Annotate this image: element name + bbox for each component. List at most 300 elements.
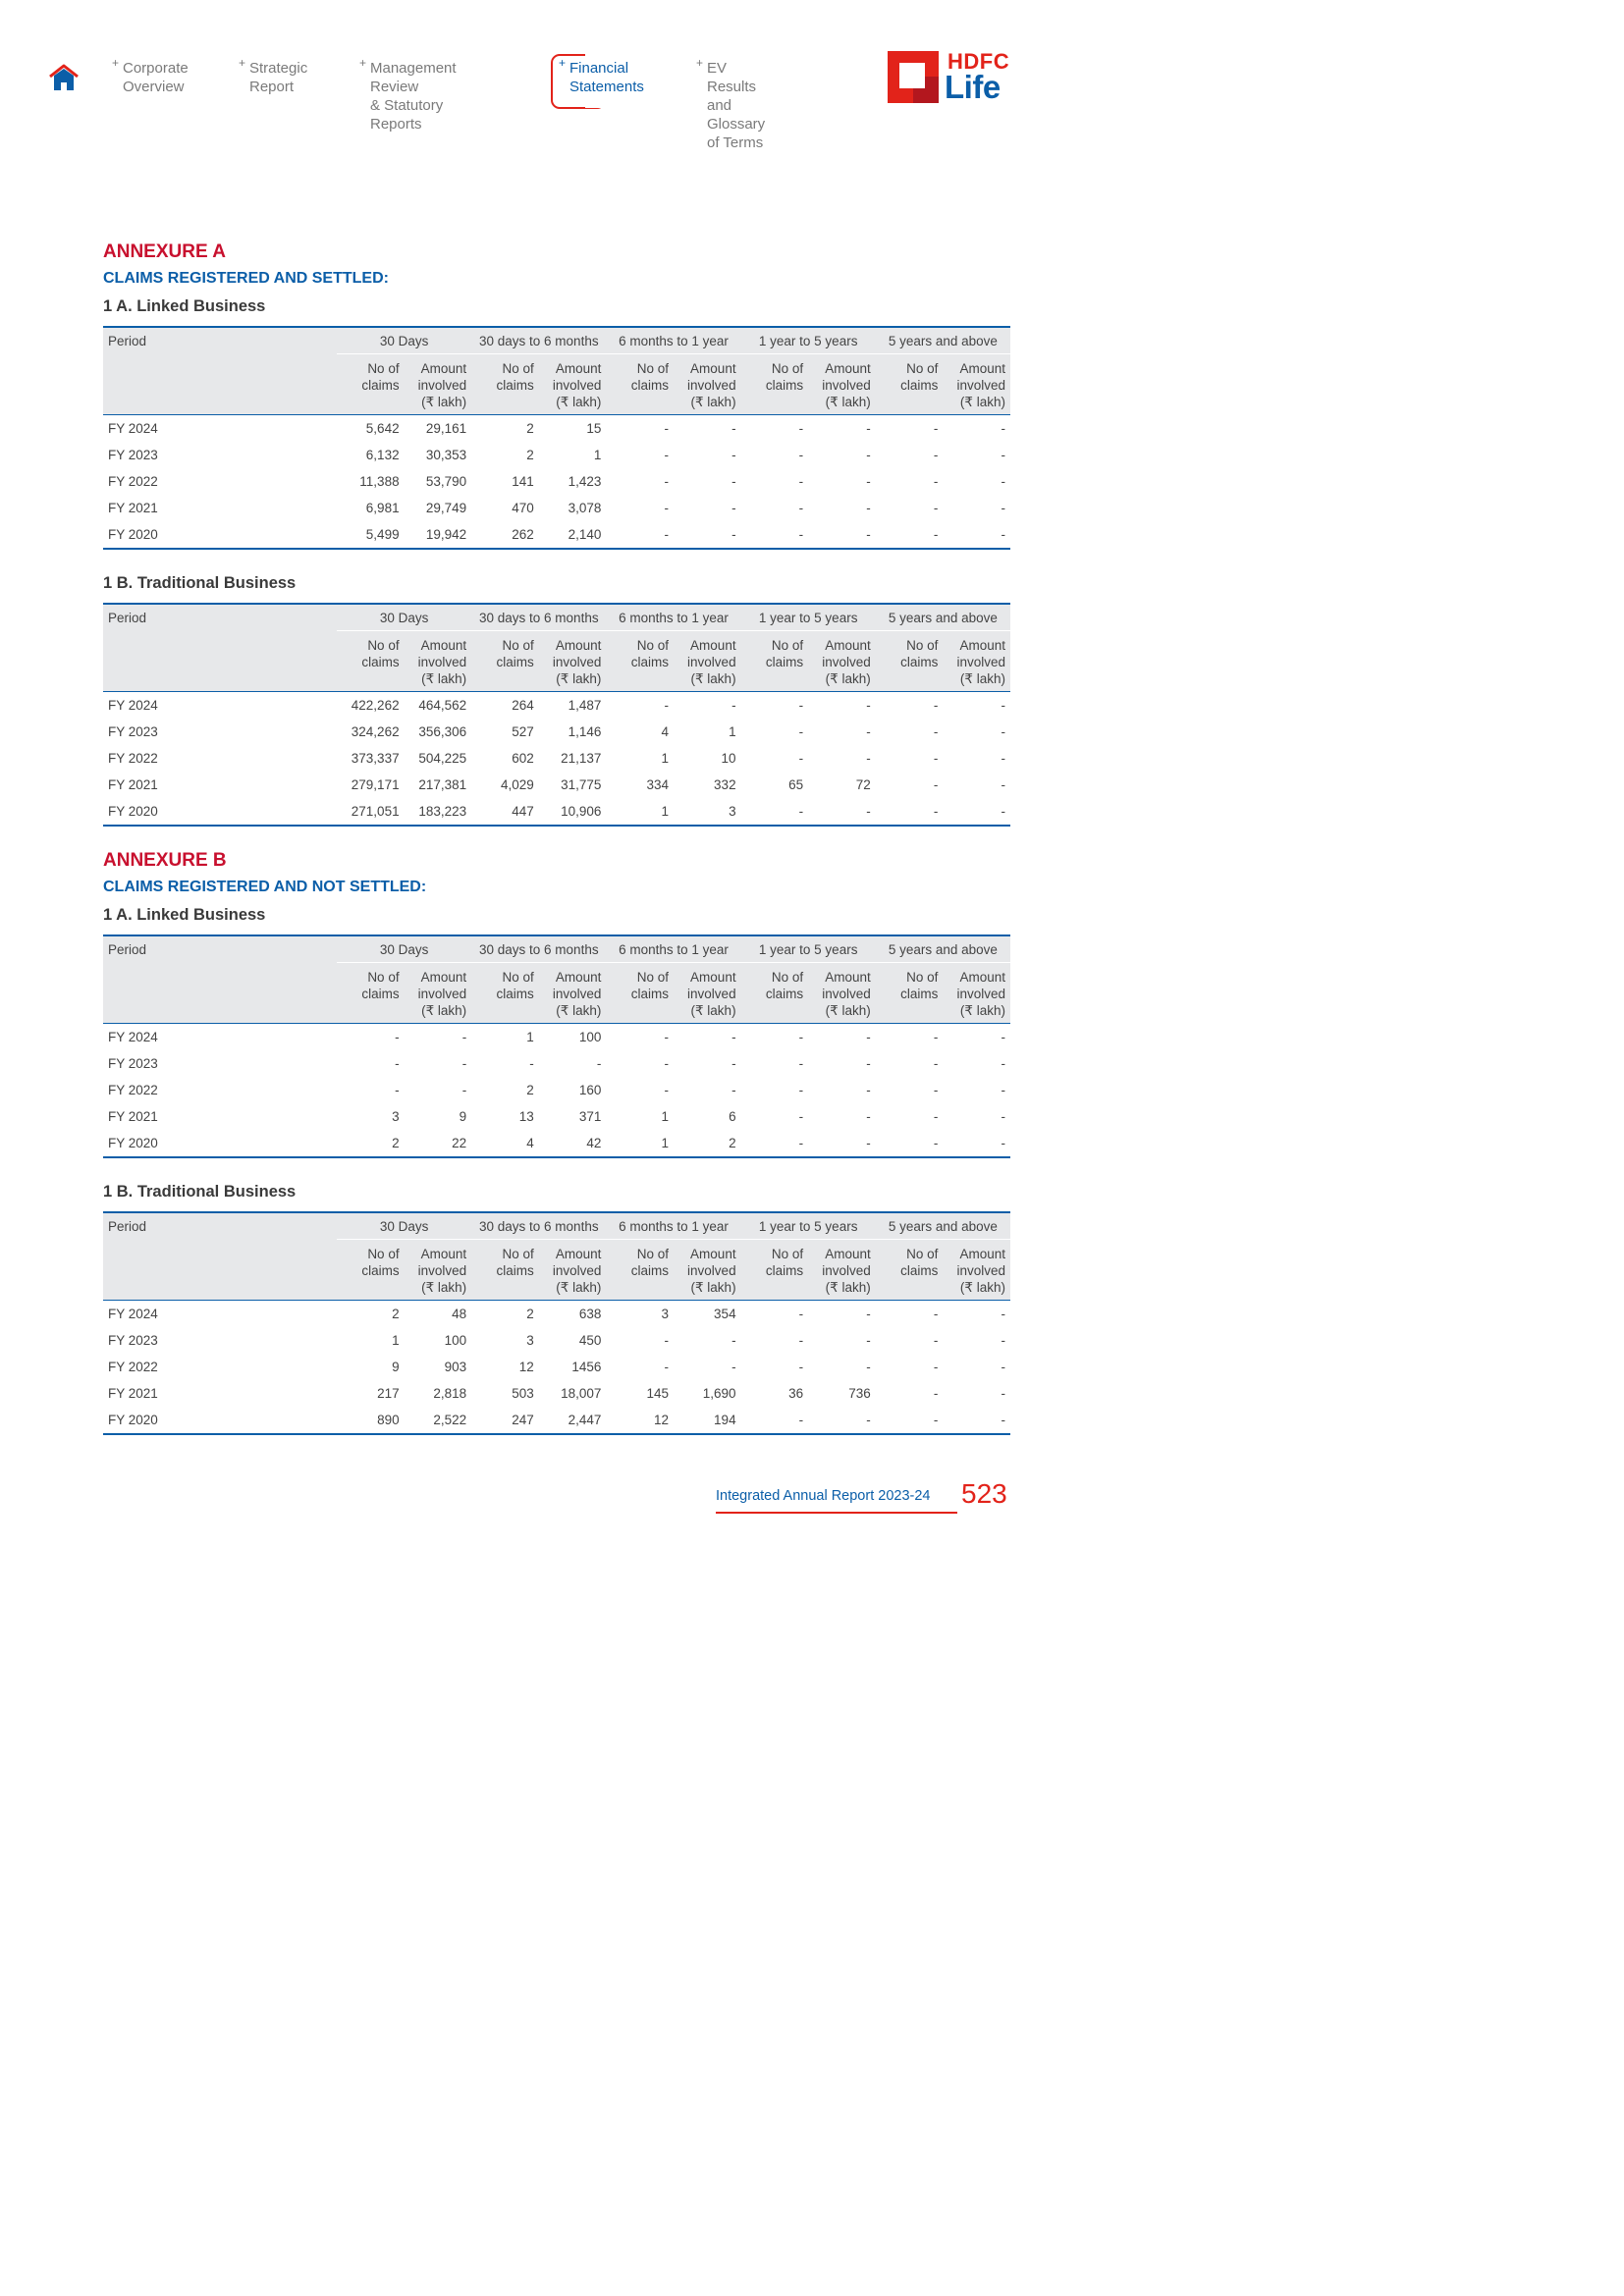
value-cell: - <box>933 698 939 713</box>
value-cell: 1456 <box>571 1360 602 1374</box>
period-cell: FY 2024 <box>108 698 158 713</box>
value-cell: - <box>933 1109 939 1124</box>
value-cell: 217,381 <box>418 777 467 792</box>
value-cell: 2 <box>674 1130 741 1157</box>
value-cell: - <box>731 421 736 436</box>
value-cell: 2,818 <box>433 1386 467 1401</box>
value-cell: 1 <box>661 1109 669 1124</box>
value-cell: - <box>808 521 876 549</box>
value-cell: 354 <box>714 1307 736 1321</box>
header-row-groups <box>103 604 1010 631</box>
value-cell: - <box>943 1130 1010 1157</box>
group-header: 30 Days <box>337 1212 471 1240</box>
value-cell: - <box>461 1030 467 1044</box>
nav-item-financial-statements[interactable] <box>559 56 644 96</box>
value-cell: - <box>808 1407 876 1434</box>
no-of-claims-header: No of claims <box>606 1240 674 1301</box>
value-cell: - <box>798 474 804 489</box>
group-header: 5 years and above <box>876 604 1010 631</box>
value-cell: - <box>798 501 804 515</box>
value-cell: 145 <box>646 1386 669 1401</box>
value-cell: - <box>741 521 809 549</box>
value-cell: - <box>876 521 944 549</box>
value-cell: - <box>1001 1030 1005 1044</box>
period-cell: FY 2020 <box>103 1130 337 1157</box>
value-cell: - <box>664 421 669 436</box>
group-header: 30 Days <box>337 327 471 354</box>
nav-label: Statements <box>569 79 644 95</box>
value-cell: - <box>866 698 871 713</box>
no-of-claims-header: No of claims <box>876 963 944 1024</box>
value-cell: - <box>461 1056 467 1071</box>
table-row <box>103 692 1010 720</box>
group-header: 30 days to 6 months <box>471 327 606 354</box>
nav-label: Corporate <box>123 60 189 77</box>
logo-text-hdfc: HDFC <box>947 49 1010 74</box>
value-cell: - <box>731 1083 736 1097</box>
group-header: 30 days to 6 months <box>471 604 606 631</box>
value-cell: 12 <box>518 1360 534 1374</box>
value-cell: 21,137 <box>561 751 602 766</box>
value-cell: - <box>664 448 669 462</box>
nav-item-ev-results[interactable] <box>696 56 766 152</box>
group-header: 1 year to 5 years <box>741 1212 876 1240</box>
table-row <box>103 415 1010 443</box>
period-cell: FY 2022 <box>108 1083 158 1097</box>
period-cell: FY 2022 <box>108 1360 158 1374</box>
amount-involved-header: Amount involved (₹ lakh) <box>539 1240 607 1301</box>
value-cell: 736 <box>848 1386 871 1401</box>
value-cell: - <box>395 1083 400 1097</box>
value-cell: 160 <box>578 1083 602 1097</box>
period-cell: FY 2021 <box>108 1109 158 1124</box>
table-row <box>103 468 1010 495</box>
table-row <box>103 1050 1010 1077</box>
value-cell: - <box>866 1030 871 1044</box>
value-cell: - <box>933 1333 939 1348</box>
value-cell: - <box>866 751 871 766</box>
group-header: 6 months to 1 year <box>606 1212 740 1240</box>
value-cell: 3 <box>661 1307 669 1321</box>
value-cell: 18,007 <box>561 1386 602 1401</box>
group-header: 6 months to 1 year <box>606 604 740 631</box>
table-row <box>103 1327 1010 1354</box>
claims-table <box>103 934 1010 1158</box>
value-cell: - <box>741 1407 809 1434</box>
period-cell: FY 2021 <box>108 777 158 792</box>
value-cell: 602 <box>512 751 534 766</box>
table-row <box>103 442 1010 468</box>
value-cell: - <box>866 1360 871 1374</box>
value-cell: 53,790 <box>425 474 467 489</box>
value-cell: - <box>798 751 804 766</box>
no-of-claims-header: No of claims <box>337 354 405 415</box>
value-cell: 504,225 <box>418 751 467 766</box>
no-of-claims-header: No of claims <box>876 354 944 415</box>
period-cell: FY 2023 <box>108 724 158 739</box>
value-cell: - <box>1001 1083 1005 1097</box>
value-cell: 264 <box>512 698 534 713</box>
section-heading: 1 B. Traditional Business <box>103 1183 297 1201</box>
value-cell: 447 <box>471 798 539 826</box>
value-cell: - <box>798 1083 804 1097</box>
value-cell: 65 <box>788 777 804 792</box>
value-cell: 2 <box>526 448 534 462</box>
amount-involved-header: Amount involved (₹ lakh) <box>943 963 1010 1024</box>
value-cell: - <box>664 1030 669 1044</box>
no-of-claims-header: No of claims <box>876 631 944 692</box>
header-row-columns <box>103 963 1010 1024</box>
value-cell: - <box>1001 751 1005 766</box>
value-cell: 371 <box>578 1109 602 1124</box>
amount-involved-header: Amount involved (₹ lakh) <box>539 963 607 1024</box>
value-cell: 29,749 <box>425 501 467 515</box>
value-cell: - <box>866 501 871 515</box>
table-row <box>103 1024 1010 1051</box>
amount-involved-header: Amount involved (₹ lakh) <box>943 631 1010 692</box>
table-row <box>103 772 1010 798</box>
value-cell: 1,690 <box>702 1386 736 1401</box>
value-cell: 36 <box>788 1386 804 1401</box>
value-cell: 373,337 <box>351 751 400 766</box>
value-cell: - <box>943 1407 1010 1434</box>
logo-square <box>899 63 925 88</box>
value-cell: 100 <box>444 1333 467 1348</box>
value-cell: 194 <box>674 1407 741 1434</box>
value-cell: - <box>866 1307 871 1321</box>
value-cell: - <box>664 1083 669 1097</box>
group-header: 30 Days <box>337 604 471 631</box>
hdfc-life-logo[interactable] <box>888 51 1011 106</box>
claims-table <box>103 1211 1010 1435</box>
value-cell: 72 <box>855 777 871 792</box>
value-cell: 4 <box>661 724 669 739</box>
amount-involved-header: Amount involved (₹ lakh) <box>405 963 472 1024</box>
period-cell: FY 2021 <box>108 501 158 515</box>
value-cell: - <box>933 474 939 489</box>
value-cell: 217 <box>377 1386 400 1401</box>
amount-involved-header: Amount involved (₹ lakh) <box>674 354 741 415</box>
value-cell: - <box>876 1407 944 1434</box>
value-cell: - <box>933 1030 939 1044</box>
value-cell: 3 <box>526 1333 534 1348</box>
value-cell: - <box>1001 724 1005 739</box>
value-cell: 4 <box>471 1130 539 1157</box>
value-cell: 6,132 <box>365 448 400 462</box>
value-cell: - <box>664 698 669 713</box>
value-cell: - <box>664 474 669 489</box>
no-of-claims-header: No of claims <box>606 963 674 1024</box>
value-cell: - <box>664 1360 669 1374</box>
value-cell: - <box>1001 501 1005 515</box>
value-cell: - <box>933 501 939 515</box>
home-icon[interactable] <box>47 63 81 92</box>
value-cell: 100 <box>578 1030 602 1044</box>
value-cell: 1 <box>606 1130 674 1157</box>
nav-label: Report <box>249 79 295 95</box>
plus-icon: + <box>559 56 567 70</box>
value-cell: 2,522 <box>405 1407 472 1434</box>
no-of-claims-header: No of claims <box>471 963 539 1024</box>
value-cell: - <box>933 448 939 462</box>
header-row-groups <box>103 935 1010 963</box>
group-header: 30 days to 6 months <box>471 935 606 963</box>
value-cell: - <box>798 1109 804 1124</box>
header-row-columns <box>103 1240 1010 1301</box>
period-header: Period <box>103 327 337 354</box>
amount-involved-header: Amount involved (₹ lakh) <box>674 631 741 692</box>
value-cell: 19,942 <box>405 521 472 549</box>
value-cell: - <box>1001 1333 1005 1348</box>
value-cell: - <box>1001 421 1005 436</box>
value-cell: 271,051 <box>337 798 405 826</box>
table-row <box>103 798 1010 826</box>
value-cell: - <box>808 1130 876 1157</box>
value-cell: 6 <box>729 1109 736 1124</box>
period-header: Period <box>103 935 337 963</box>
group-header: 1 year to 5 years <box>741 604 876 631</box>
nav-label: Glossary of Terms <box>707 116 766 151</box>
blank-header-cell <box>103 631 337 692</box>
period-cell: FY 2023 <box>108 1056 158 1071</box>
period-cell: FY 2022 <box>108 474 158 489</box>
group-header: 5 years and above <box>876 935 1010 963</box>
nav-label: & Statutory Reports <box>370 97 444 133</box>
table-row <box>103 1301 1010 1328</box>
no-of-claims-header: No of claims <box>471 354 539 415</box>
group-header: 6 months to 1 year <box>606 935 740 963</box>
nav-label: Strategic <box>249 60 308 77</box>
value-cell: - <box>808 798 876 826</box>
value-cell: 1 <box>606 798 674 826</box>
table-row <box>103 1130 1010 1157</box>
value-cell: 324,262 <box>351 724 400 739</box>
value-cell: - <box>741 1130 809 1157</box>
value-cell: 141 <box>512 474 534 489</box>
value-cell: 450 <box>578 1333 602 1348</box>
period-header: Period <box>103 604 337 631</box>
amount-involved-header: Amount involved (₹ lakh) <box>674 963 741 1024</box>
value-cell: 10 <box>721 751 736 766</box>
value-cell: - <box>529 1056 534 1071</box>
value-cell: 2 <box>526 1083 534 1097</box>
value-cell: 422,262 <box>351 698 400 713</box>
plus-icon: + <box>359 56 367 70</box>
value-cell: 262 <box>471 521 539 549</box>
header-row-columns <box>103 354 1010 415</box>
value-cell: - <box>866 1109 871 1124</box>
value-cell: - <box>731 1333 736 1348</box>
nav-label: Financial <box>569 60 629 77</box>
amount-involved-header: Amount involved (₹ lakh) <box>539 631 607 692</box>
amount-involved-header: Amount involved (₹ lakh) <box>943 354 1010 415</box>
table-row <box>103 1407 1010 1434</box>
value-cell: - <box>866 724 871 739</box>
value-cell: 22 <box>405 1130 472 1157</box>
section-heading: 1 A. Linked Business <box>103 906 266 924</box>
value-cell: 2,140 <box>539 521 607 549</box>
value-cell: - <box>1001 1109 1005 1124</box>
value-cell: 332 <box>714 777 736 792</box>
group-header: 6 months to 1 year <box>606 327 740 354</box>
value-cell: - <box>933 1386 939 1401</box>
value-cell: - <box>674 521 741 549</box>
value-cell: 470 <box>512 501 534 515</box>
value-cell: - <box>1001 1056 1005 1071</box>
value-cell: - <box>731 1360 736 1374</box>
value-cell: - <box>731 448 736 462</box>
nav-label: Management Review <box>370 60 457 95</box>
value-cell: 3,078 <box>568 501 602 515</box>
value-cell: 1 <box>729 724 736 739</box>
period-cell: FY 2020 <box>103 521 337 549</box>
value-cell: 15 <box>586 421 602 436</box>
value-cell: 2 <box>392 1307 400 1321</box>
group-header: 30 days to 6 months <box>471 1212 606 1240</box>
no-of-claims-header: No of claims <box>606 354 674 415</box>
value-cell: 334 <box>646 777 669 792</box>
value-cell: - <box>1001 448 1005 462</box>
value-cell: 2 <box>337 1130 405 1157</box>
no-of-claims-header: No of claims <box>741 631 809 692</box>
group-header: 1 year to 5 years <box>741 327 876 354</box>
value-cell: - <box>933 751 939 766</box>
table-row <box>103 719 1010 745</box>
period-cell: FY 2024 <box>108 421 158 436</box>
nav-item-corporate-overview[interactable] <box>112 56 189 96</box>
no-of-claims-header: No of claims <box>337 1240 405 1301</box>
value-cell: - <box>933 724 939 739</box>
value-cell: - <box>395 1056 400 1071</box>
plus-icon: + <box>696 56 704 70</box>
value-cell: - <box>731 501 736 515</box>
value-cell: - <box>1001 1386 1005 1401</box>
value-cell: 10,906 <box>539 798 607 826</box>
value-cell: - <box>731 1056 736 1071</box>
value-cell: - <box>664 1056 669 1071</box>
amount-involved-header: Amount involved (₹ lakh) <box>943 1240 1010 1301</box>
table-row <box>103 495 1010 521</box>
value-cell: - <box>798 698 804 713</box>
value-cell: 12 <box>606 1407 674 1434</box>
value-cell: - <box>798 1360 804 1374</box>
claims-table <box>103 326 1010 550</box>
value-cell: 2,447 <box>539 1407 607 1434</box>
annexure-a-title: ANNEXURE A <box>103 241 226 262</box>
value-cell: 29,161 <box>425 421 467 436</box>
value-cell: 1,423 <box>568 474 602 489</box>
header-row-groups <box>103 1212 1010 1240</box>
period-cell: FY 2020 <box>103 1407 337 1434</box>
value-cell: - <box>798 448 804 462</box>
nav-item-management-review[interactable] <box>359 56 457 133</box>
claims-table <box>103 603 1010 827</box>
value-cell: 48 <box>452 1307 467 1321</box>
amount-involved-header: Amount involved (₹ lakh) <box>674 1240 741 1301</box>
header-row-columns <box>103 631 1010 692</box>
value-cell: 1 <box>526 1030 534 1044</box>
value-cell: - <box>933 1360 939 1374</box>
value-cell: 31,775 <box>561 777 602 792</box>
value-cell: 9 <box>459 1109 467 1124</box>
value-cell: - <box>741 798 809 826</box>
value-cell: 13 <box>518 1109 534 1124</box>
value-cell: - <box>1001 1360 1005 1374</box>
footer-underline <box>716 1512 957 1514</box>
amount-involved-header: Amount involved (₹ lakh) <box>405 631 472 692</box>
group-header: 5 years and above <box>876 1212 1010 1240</box>
logo-text-life: Life <box>945 69 1001 105</box>
value-cell: 42 <box>539 1130 607 1157</box>
value-cell: 503 <box>512 1386 534 1401</box>
value-cell: 1 <box>661 751 669 766</box>
value-cell: 279,171 <box>351 777 400 792</box>
period-cell: FY 2023 <box>108 448 158 462</box>
table-row <box>103 1077 1010 1103</box>
value-cell: 247 <box>471 1407 539 1434</box>
nav-label: Overview <box>123 79 185 95</box>
blank-header-cell <box>103 354 337 415</box>
amount-involved-header: Amount involved (₹ lakh) <box>808 354 876 415</box>
header-row-groups <box>103 327 1010 354</box>
period-cell: FY 2024 <box>108 1030 158 1044</box>
value-cell: - <box>1001 777 1005 792</box>
table-row <box>103 1103 1010 1130</box>
value-cell: - <box>933 1307 939 1321</box>
nav-label: EV Results and <box>707 60 757 114</box>
plus-icon: + <box>112 56 120 70</box>
value-cell: 4,029 <box>500 777 534 792</box>
value-cell: - <box>731 1030 736 1044</box>
no-of-claims-header: No of claims <box>606 631 674 692</box>
value-cell: - <box>798 1307 804 1321</box>
table-row <box>103 521 1010 549</box>
value-cell: - <box>1001 1307 1005 1321</box>
value-cell: 527 <box>512 724 534 739</box>
value-cell: 30,353 <box>425 448 467 462</box>
value-cell: 5,499 <box>337 521 405 549</box>
value-cell: - <box>798 1333 804 1348</box>
nav-item-strategic-report[interactable] <box>239 56 308 96</box>
table-row <box>103 1380 1010 1407</box>
plus-icon: + <box>239 56 246 70</box>
period-cell: FY 2022 <box>108 751 158 766</box>
value-cell: - <box>943 521 1010 549</box>
group-header: 30 Days <box>337 935 471 963</box>
value-cell: 2 <box>526 1307 534 1321</box>
period-header: Period <box>103 1212 337 1240</box>
value-cell: 890 <box>337 1407 405 1434</box>
annexure-a-subtitle: CLAIMS REGISTERED AND SETTLED: <box>103 270 389 287</box>
value-cell: - <box>866 474 871 489</box>
no-of-claims-header: No of claims <box>741 354 809 415</box>
period-cell: FY 2021 <box>108 1386 158 1401</box>
no-of-claims-header: No of claims <box>741 963 809 1024</box>
value-cell: - <box>943 798 1010 826</box>
value-cell: 356,306 <box>418 724 467 739</box>
no-of-claims-header: No of claims <box>741 1240 809 1301</box>
value-cell: - <box>933 1056 939 1071</box>
value-cell: - <box>798 421 804 436</box>
amount-involved-header: Amount involved (₹ lakh) <box>405 1240 472 1301</box>
amount-involved-header: Amount involved (₹ lakh) <box>808 1240 876 1301</box>
value-cell: - <box>1001 474 1005 489</box>
no-of-claims-header: No of claims <box>337 963 405 1024</box>
value-cell: 183,223 <box>405 798 472 826</box>
value-cell: 3 <box>674 798 741 826</box>
amount-involved-header: Amount involved (₹ lakh) <box>808 631 876 692</box>
blank-header-cell <box>103 963 337 1024</box>
